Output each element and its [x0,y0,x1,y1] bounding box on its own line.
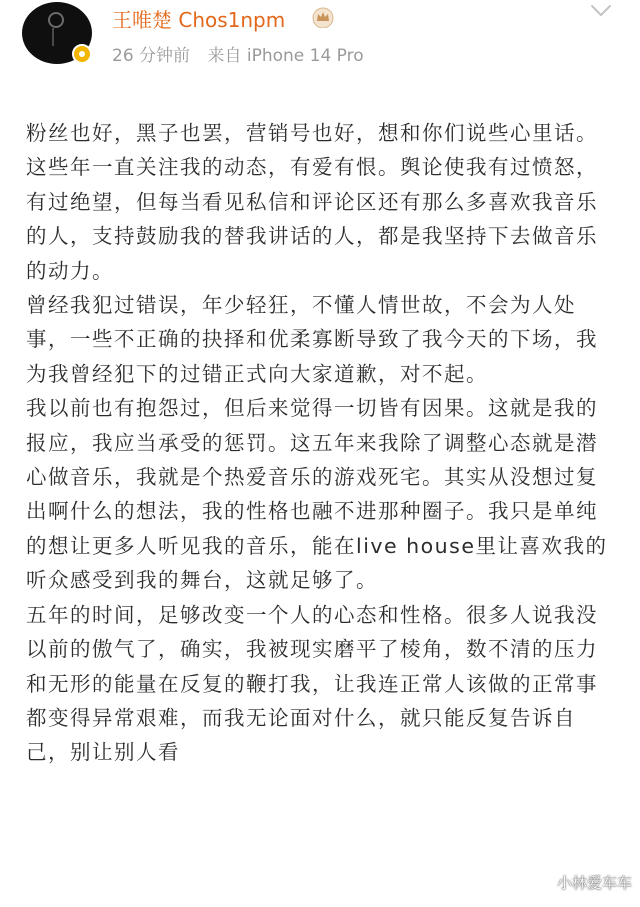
post-paragraph: 粉丝也好，黑子也罢，营销号也好，想和你们说些心里话。这些年一直关注我的动态，有爱有恨。舆论使我有过愤怒，有过绝望，但每当看见私信和评论区还有那么多喜欢我音乐的人，支持鼓励我的替我讲话的人，都是我坚持下去做音乐的动力。 [26,121,598,283]
post-meta [112,41,364,66]
post-paragraph: 五年的时间，足够改变一个人的心态和性格。很多人说我没以前的傲气了，确实，我被现实磨平了棱角，数不清的压力和无形的能量在反复的鞭打我，让我连正常人该做的正常事都变得异常艰难，而我无论面对什么，就只能反复告诉自己，别让别人看 [26,602,598,765]
watermark: 小林爱车车 [556,874,632,892]
post-time: 26 分钟前 [112,46,191,66]
post-paragraph: 曾经我犯过错误，年少轻狂，不懂人情世故，不会为人处事，一些不正确的抉择和优柔寡断导致了我今天的下场，我为我曾经犯下的过错正式向大家道歉，对不起。 [26,293,598,386]
crown-icon [312,6,334,28]
chevron-down-icon[interactable] [590,4,612,18]
username[interactable]: 王唯楚 Chos1npm [112,8,286,32]
verified-badge-icon [72,44,92,64]
post-body [26,116,614,770]
post-paragraph: 我以前也有抱怨过，但后来觉得一切皆有因果。这就是我的报应，我应当承受的惩罚。这五年来我除了调整心态就是潜心做音乐，我就是个热爱音乐的游戏死宅。其实从没想过复出啊什么的想法，我的性格也融不进那种圈子。我只是单纯的想让更多人听见我的音乐，能在live house里让喜欢我的听众感受到我的舞台，这就足够了。 [26,396,608,593]
post-device: 来自 iPhone 14 Pro [207,46,364,66]
post-header [0,0,640,100]
